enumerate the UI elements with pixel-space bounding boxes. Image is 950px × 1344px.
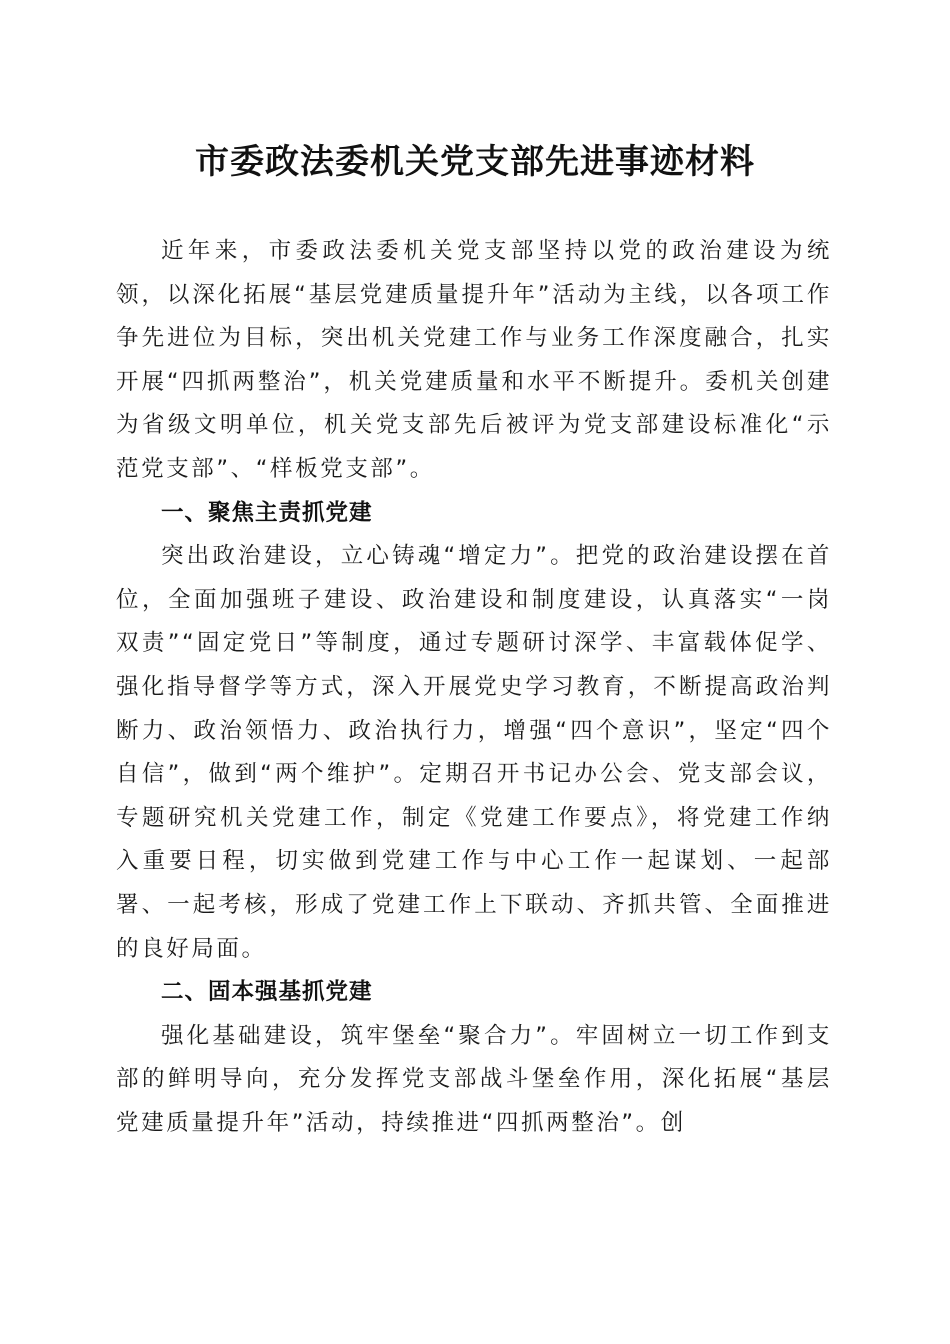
section-body-2: 强化基础建设，筑牢堡垒“聚合力”。牢固树立一切工作到支部的鲜明导向，充分发挥党支部战斗堡垒作用，深化拓展“基层党建质量提升年”活动，持续推进“四抓两整治”。创: [116, 1022, 832, 1136]
section-body-1: 突出政治建设，立心铸魂“增定力”。把党的政治建设摆在首位，全面加强班子建设、政治建设和制度建设，认真落实“一岗双责”“固定党日”等制度，通过专题研讨深学、丰富载体促学、强化指导督学等方式，深入开展党史学习教育，不断提高政治判断力、政治领悟力、政治执行力，增强“四个意识”，坚定“四个自信”，做到“两个维护”。定期召开书记办公会、党支部会议，专题研究机关党建工作，制定《党建工作要点》，将党建工作纳入重要日程，切实做到党建工作与中心工作一起谋划、一起部署、一起考核，形成了党建工作上下联动、齐抓共管、全面推进的良好局面。: [116, 543, 832, 962]
section-heading-2: 二、固本强基抓党建: [161, 979, 373, 1006]
document-title: 市委政法委机关党支部先进事迹材料: [195, 142, 755, 182]
intro-paragraph: 近年来，市委政法委机关党支部坚持以党的政治建设为统领，以深化拓展“基层党建质量提升年”活动为主线，以各项工作争先进位为目标，突出机关党建工作与业务工作深度融合，扎实开展“四抓两整治”，机关党建质量和水平不断提升。委机关创建为省级文明单位，机关党支部先后被评为党支部建设标准化“示范党支部”、“样板党支部”。: [116, 238, 832, 482]
section-heading-1: 一、聚焦主责抓党建: [161, 499, 373, 526]
document-body: [116, 230, 832, 1145]
